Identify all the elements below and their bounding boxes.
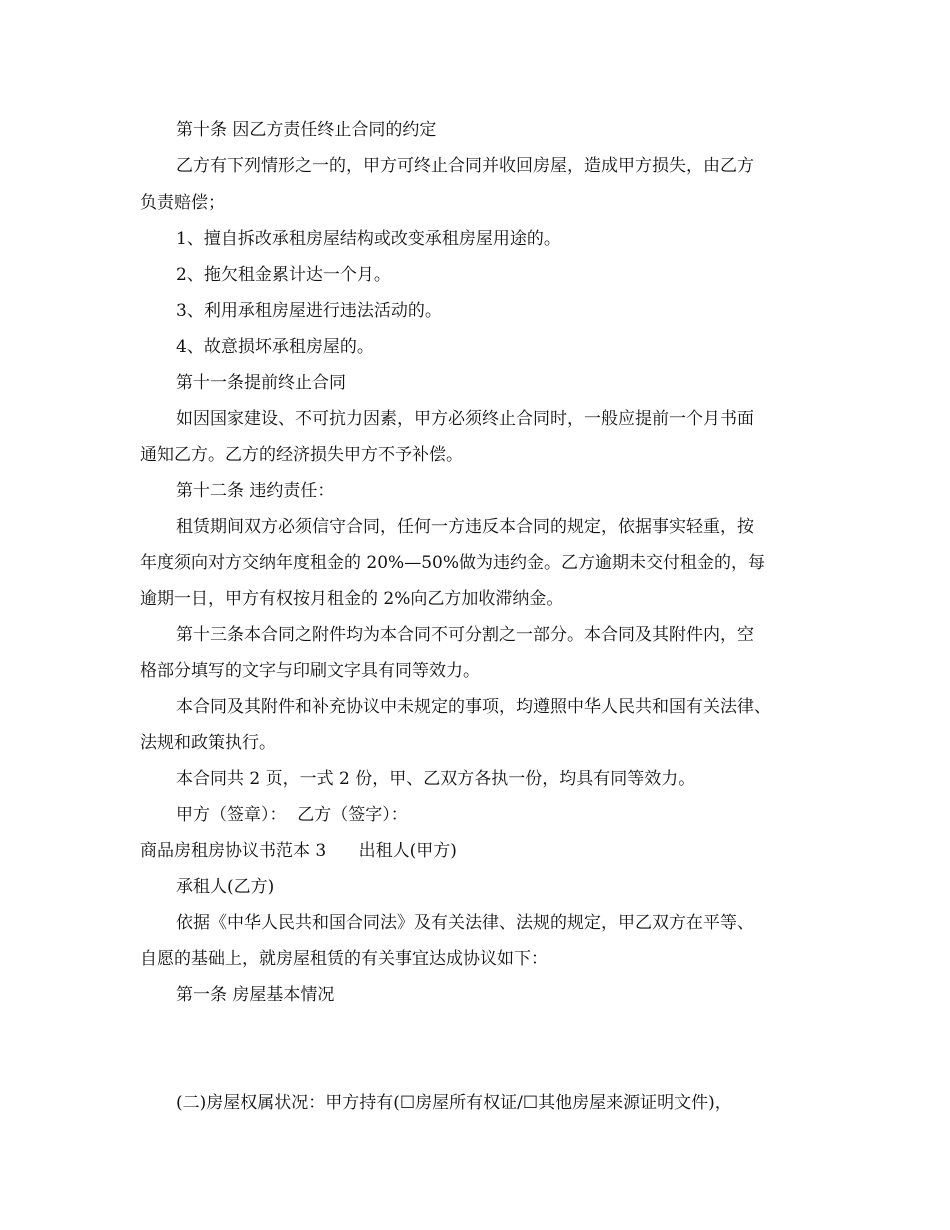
paragraph-line: 法规和政策执行。: [140, 733, 276, 753]
property-location-line: [176, 1018, 820, 1044]
section-heading: 商品房租房协议书范本 3 出租人(甲方): [140, 841, 457, 861]
article-10-title: 第十条 因乙方责任终止合同的约定: [176, 120, 437, 140]
paragraph-line: 租赁期间双方必须信守合同，任何一方违反本合同的规定，依据事实轻重，按: [176, 517, 754, 537]
article-12-title: 第十二条 违约责任：: [176, 481, 335, 501]
signature-line: 甲方（签章）： 乙方（签字）：: [176, 805, 408, 825]
tenant-label: 承租人(乙方): [176, 877, 275, 897]
list-item: 4、故意损坏承租房屋的。: [176, 337, 374, 357]
article-11-title: 第十一条提前终止合同: [176, 373, 346, 393]
paragraph-line: 本合同及其附件和补充协议中未规定的事项，均遵照中华人民共和国有关法律、: [176, 697, 771, 717]
paragraph-line: 通知乙方。乙方的经济损失甲方不予补偿。: [140, 445, 463, 465]
article-13-line: 第十三条本合同之附件均为本合同不可分割之一部分。本合同及其附件内，空: [176, 625, 754, 645]
paragraph-line: 年度须向对方交纳年度租金的 20%—50%做为违约金。乙方逾期未交付租金的，每: [140, 553, 765, 573]
list-item: 3、利用承租房屋进行违法活动的。: [176, 301, 442, 321]
paragraph-line: 依据《中华人民共和国合同法》及有关法律、法规的规定，甲乙双方在平等、: [176, 913, 754, 933]
article-1-title: 第一条 房屋基本情况: [176, 985, 335, 1005]
paragraph-line: 如因国家建设、不可抗力因素，甲方必须终止合同时，一般应提前一个月书面: [176, 409, 754, 429]
paragraph-line: 逾期一日，甲方有权按月租金的 2%向乙方加收滞纳金。: [140, 589, 564, 609]
paragraph-line: 格部分填写的文字与印刷文字具有同等效力。: [140, 661, 480, 681]
area-unit-line: [140, 1054, 820, 1080]
paragraph-line: 自愿的基础上，就房屋租赁的有关事宜达成协议如下：: [140, 949, 548, 969]
list-item: 1、擅自拆改承租房屋结构或改变承租房屋用途的。: [176, 229, 561, 249]
paragraph-line: 负责赔偿；: [140, 193, 225, 213]
ownership-line: (二)房屋权属状况：甲方持有(☐房屋所有权证/☐其他房屋来源证明文件)，: [176, 1093, 732, 1113]
owner-name-line: [140, 1126, 820, 1152]
list-item: 2、拖欠租金累计达一个月。: [176, 265, 391, 285]
paragraph-line: 本合同共 2 页，一式 2 份，甲、乙双方各执一份，均具有同等效力。: [176, 769, 696, 789]
paragraph-line: 乙方有下列情形之一的，甲方可终止合同并收回房屋，造成甲方损失，由乙方: [176, 156, 754, 176]
